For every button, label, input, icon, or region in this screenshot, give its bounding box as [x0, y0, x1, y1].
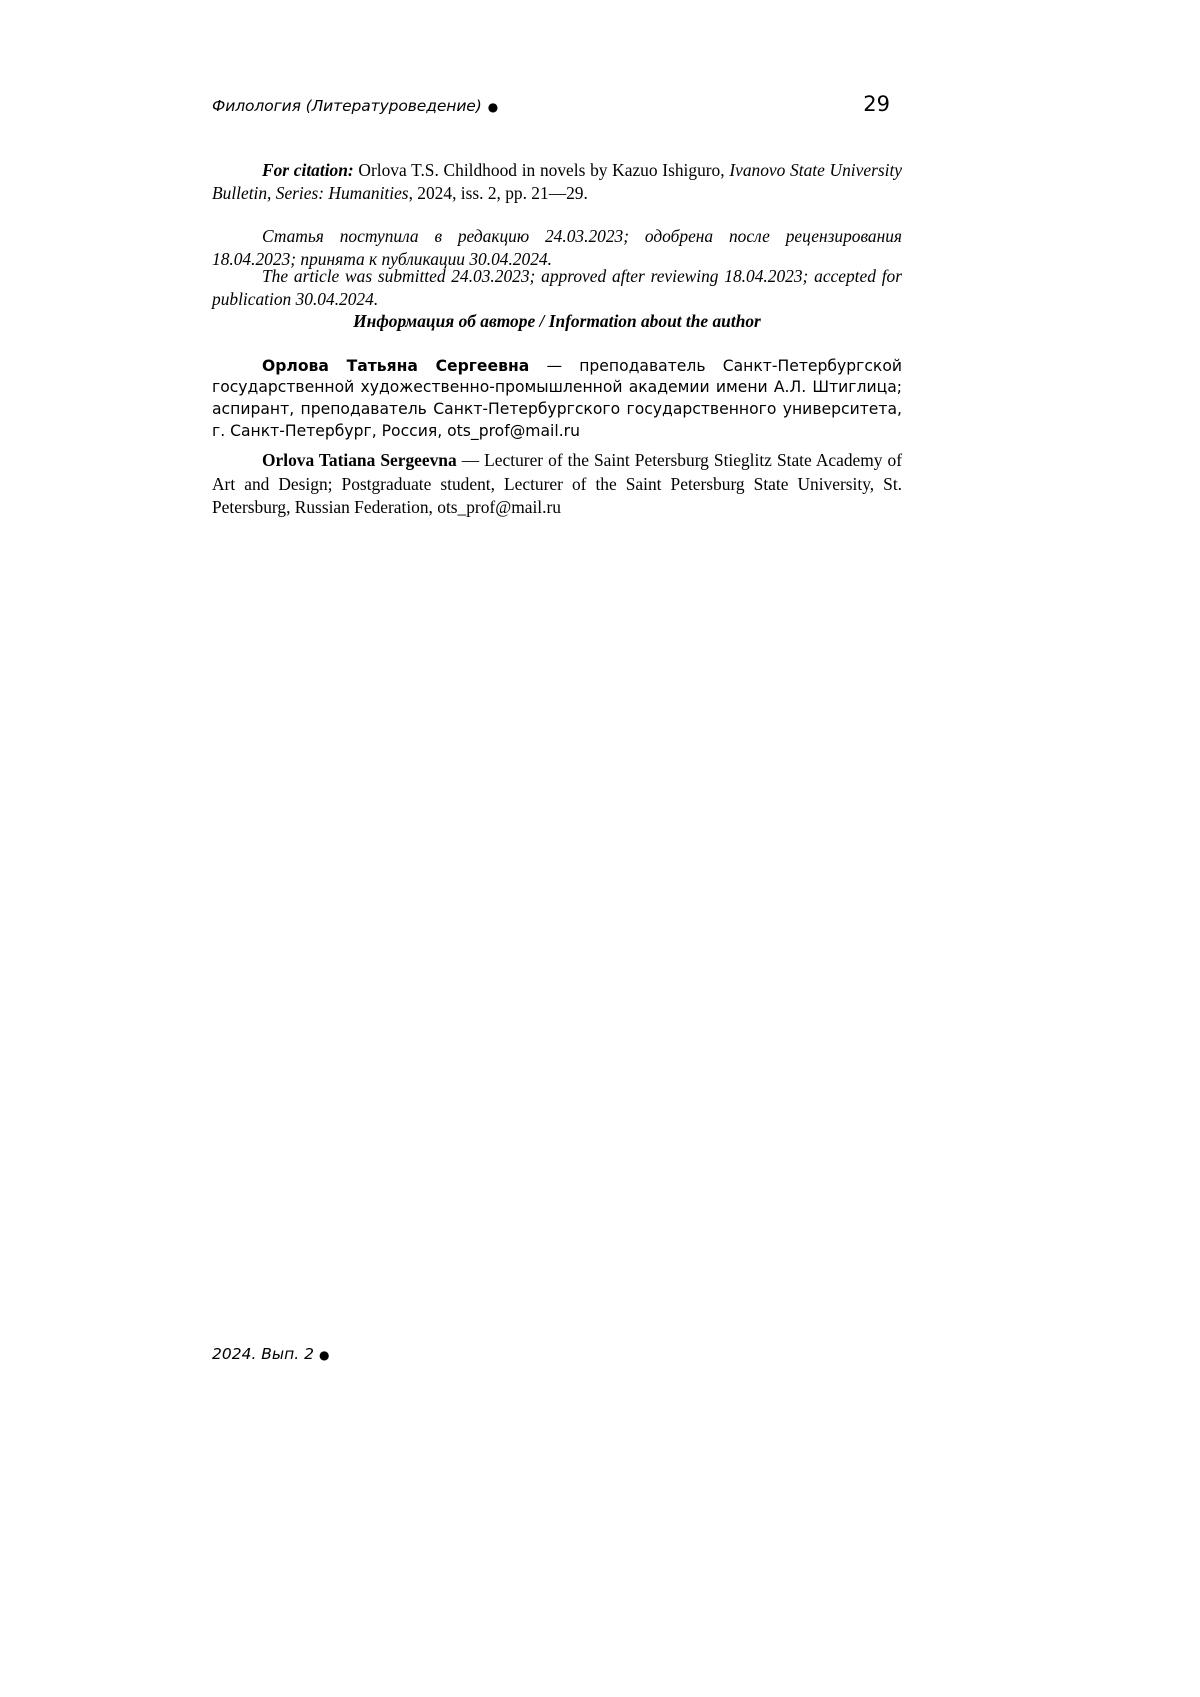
- running-head: [212, 92, 902, 116]
- for-citation-label: For citation:: [262, 160, 354, 181]
- for-citation-journal: Ivanovo State University Bulletin, Series: Humanities: [212, 160, 902, 204]
- author-description-ru: — преподаватель Санкт-Петербургской государственной художественно-промышленной академии имени А.Л. Штиглица; аспирант, преподаватель Санкт-Петербургского государственного университета, г. Санкт-Петербург, Россия, ots_prof@mail.ru: [212, 356, 902, 441]
- for-citation-text-before: Orlova T.S. Childhood in novels by Kazuo Ishiguro,: [353, 160, 730, 181]
- author-name-en: Orlova Tatiana Sergeevna: [262, 450, 457, 471]
- page-number: 29: [863, 92, 890, 116]
- bullet-icon: ●: [319, 1348, 330, 1362]
- footer-issue-label: 2024. Вып. 2: [212, 1345, 315, 1363]
- for-citation-text-after: , 2024, iss. 2, pp. 21—29.: [408, 183, 588, 204]
- section-title-author-info: Информация об авторе / Information about the author: [353, 311, 761, 331]
- running-head-section: [212, 97, 498, 115]
- running-head-section-label: Филология (Литературоведение): [212, 97, 482, 115]
- author-name-ru: Орлова Татьяна Сергеевна: [262, 356, 530, 375]
- submission-dates-ru: Статья поступила в редакцию 24.03.2023; одобрена после рецензирования 18.04.2023; принята к публикации 30.04.2024.: [212, 226, 902, 270]
- for-citation-block: [212, 159, 902, 205]
- author-info-ru: [212, 356, 902, 443]
- author-info-en: [212, 449, 902, 518]
- submission-dates-en: The article was submitted 24.03.2023; approved after reviewing 18.04.2023; accepted for publication 30.04.2024.: [212, 266, 902, 310]
- author-description-en: — Lecturer of the Saint Petersburg Stieglitz State Academy of Art and Design; Postgraduate student, Lecturer of the Saint Petersburg State University, St. Petersburg, Russian Federation, ots_prof@mail.ru: [212, 450, 903, 517]
- page-content: [212, 0, 902, 1697]
- page-footer: [212, 1345, 330, 1363]
- bullet-icon: ●: [487, 100, 499, 114]
